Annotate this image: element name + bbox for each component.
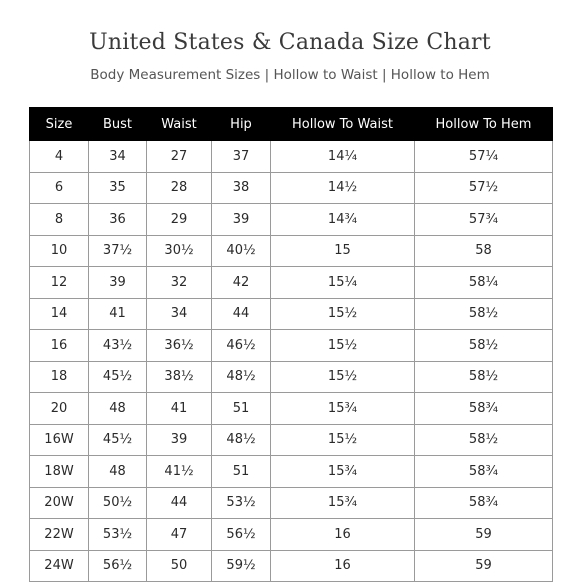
table-cell: 59 <box>415 519 553 551</box>
table-cell: 10 <box>30 235 89 267</box>
table-cell: 58 <box>415 235 553 267</box>
table-row <box>30 204 553 236</box>
column-header: Hollow To Hem <box>415 108 553 141</box>
table-row <box>30 519 553 551</box>
table-cell: 58½ <box>415 424 553 456</box>
table-cell: 48 <box>89 456 147 488</box>
table-cell: 41 <box>89 298 147 330</box>
table-cell: 39 <box>89 267 147 299</box>
table-cell: 53½ <box>89 519 147 551</box>
column-header: Waist <box>147 108 212 141</box>
table-cell: 58¼ <box>415 267 553 299</box>
table-cell: 44 <box>212 298 271 330</box>
table-cell: 14¾ <box>271 204 415 236</box>
table-cell: 37 <box>212 141 271 173</box>
table-cell: 14¼ <box>271 141 415 173</box>
table-cell: 6 <box>30 172 89 204</box>
table-cell: 24W <box>30 550 89 582</box>
table-cell: 15½ <box>271 298 415 330</box>
table-cell: 50 <box>147 550 212 582</box>
table-cell: 35 <box>89 172 147 204</box>
table-row <box>30 424 553 456</box>
table-row <box>30 393 553 425</box>
table-cell: 57¼ <box>415 141 553 173</box>
size-chart-table <box>29 107 553 582</box>
column-header: Bust <box>89 108 147 141</box>
table-cell: 58¾ <box>415 456 553 488</box>
table-cell: 58¾ <box>415 487 553 519</box>
table-cell: 36 <box>89 204 147 236</box>
table-row <box>30 267 553 299</box>
table-cell: 36½ <box>147 330 212 362</box>
table-cell: 48 <box>89 393 147 425</box>
table-cell: 58½ <box>415 298 553 330</box>
table-cell: 43½ <box>89 330 147 362</box>
table-cell: 48½ <box>212 361 271 393</box>
table-header-row <box>30 108 553 141</box>
table-cell: 15¾ <box>271 456 415 488</box>
table-cell: 58½ <box>415 361 553 393</box>
table-cell: 51 <box>212 393 271 425</box>
table-cell: 15¾ <box>271 393 415 425</box>
table-cell: 34 <box>147 298 212 330</box>
table-row <box>30 298 553 330</box>
table-cell: 16 <box>271 519 415 551</box>
table-cell: 18 <box>30 361 89 393</box>
table-cell: 58¾ <box>415 393 553 425</box>
table-row <box>30 456 553 488</box>
table-cell: 45½ <box>89 361 147 393</box>
table-cell: 12 <box>30 267 89 299</box>
table-cell: 47 <box>147 519 212 551</box>
table-cell: 41½ <box>147 456 212 488</box>
table-cell: 57¾ <box>415 204 553 236</box>
table-row <box>30 235 553 267</box>
table-row <box>30 487 553 519</box>
table-cell: 38½ <box>147 361 212 393</box>
table-cell: 58½ <box>415 330 553 362</box>
table-cell: 51 <box>212 456 271 488</box>
table-cell: 39 <box>147 424 212 456</box>
table-cell: 18W <box>30 456 89 488</box>
table-cell: 28 <box>147 172 212 204</box>
table-cell: 32 <box>147 267 212 299</box>
table-cell: 53½ <box>212 487 271 519</box>
table-cell: 16 <box>30 330 89 362</box>
table-cell: 15½ <box>271 330 415 362</box>
table-cell: 15½ <box>271 424 415 456</box>
table-row <box>30 172 553 204</box>
table-body <box>30 141 553 582</box>
table-cell: 42 <box>212 267 271 299</box>
table-cell: 56½ <box>89 550 147 582</box>
table-row <box>30 361 553 393</box>
table-cell: 37½ <box>89 235 147 267</box>
table-cell: 15¾ <box>271 487 415 519</box>
table-row <box>30 550 553 582</box>
table-cell: 50½ <box>89 487 147 519</box>
table-cell: 40½ <box>212 235 271 267</box>
table-cell: 20W <box>30 487 89 519</box>
table-cell: 38 <box>212 172 271 204</box>
table-row <box>30 330 553 362</box>
table-cell: 15 <box>271 235 415 267</box>
table-cell: 4 <box>30 141 89 173</box>
table-cell: 41 <box>147 393 212 425</box>
table-row <box>30 141 553 173</box>
table-cell: 45½ <box>89 424 147 456</box>
table-cell: 48½ <box>212 424 271 456</box>
table-cell: 39 <box>212 204 271 236</box>
page-subtitle: Body Measurement Sizes | Hollow to Waist | Hollow to Hem <box>90 67 490 83</box>
table-cell: 14½ <box>271 172 415 204</box>
table-cell: 57½ <box>415 172 553 204</box>
table-cell: 46½ <box>212 330 271 362</box>
table-cell: 44 <box>147 487 212 519</box>
page-title: United States & Canada Size Chart <box>89 30 491 55</box>
table-cell: 8 <box>30 204 89 236</box>
table-cell: 15¼ <box>271 267 415 299</box>
table-cell: 59½ <box>212 550 271 582</box>
column-header: Hollow To Waist <box>271 108 415 141</box>
table-cell: 29 <box>147 204 212 236</box>
table-cell: 16 <box>271 550 415 582</box>
table-cell: 30½ <box>147 235 212 267</box>
column-header: Hip <box>212 108 271 141</box>
table-cell: 34 <box>89 141 147 173</box>
table-cell: 56½ <box>212 519 271 551</box>
column-header: Size <box>30 108 89 141</box>
table-cell: 16W <box>30 424 89 456</box>
table-cell: 59 <box>415 550 553 582</box>
table-cell: 22W <box>30 519 89 551</box>
table-cell: 14 <box>30 298 89 330</box>
table-cell: 27 <box>147 141 212 173</box>
table-cell: 20 <box>30 393 89 425</box>
table-cell: 15½ <box>271 361 415 393</box>
